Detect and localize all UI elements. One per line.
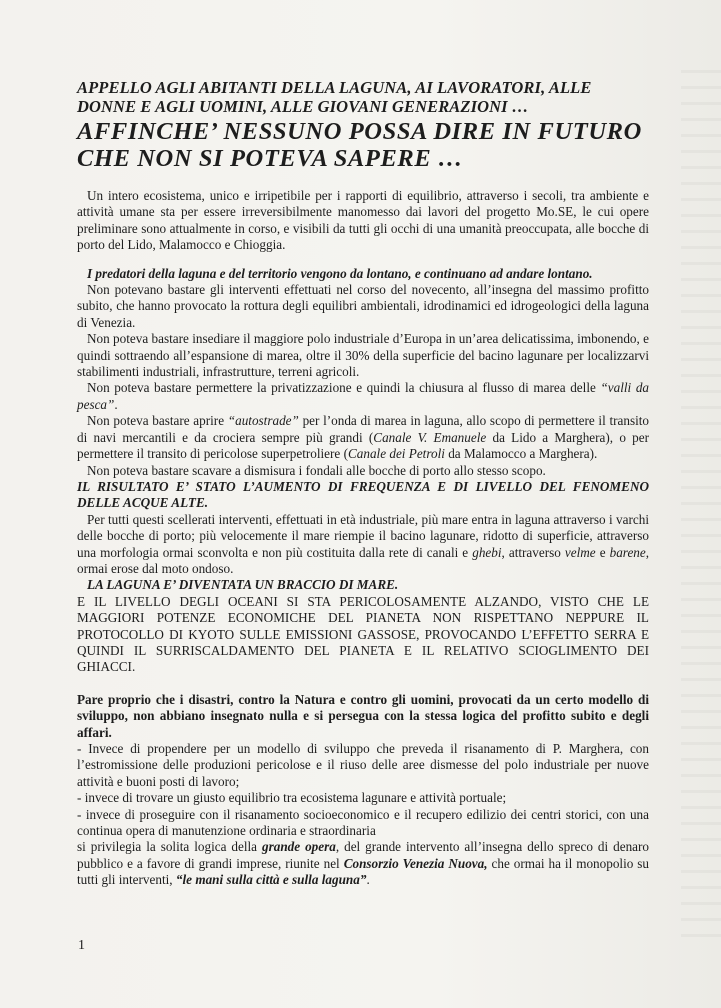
show-through-text xyxy=(681,70,721,950)
main-title-line-1: AFFINCHE’ NESSUNO POSSA DIRE IN FUTURO xyxy=(77,118,642,145)
paragraph-autostrade: Non poteva bastare aprire “autostrade” per l’onda di marea in laguna, allo scopo di permettere il transito di navi mercantili e da crociera sempre più grandi (Canale V. Emanuele da Lido a Marghera), o per permettere il transito di pericolose superpetroliere (Canale dei Petroli da Malamocco a Marghera). xyxy=(77,413,650,462)
paragraph-grande-opera: si privilegia la solita logica della grande opera, del grande intervento all’insegna dello spreco di denaro pubblico e a favore di grandi imprese, riunite nel Consorzio Venezia Nuova, che ormai ha il monopolio su tutti gli interventi, “le mani sulla città e sulla laguna”. xyxy=(77,839,650,888)
list-item: - invece di trovare un giusto equilibrio tra ecosistema lagunare e attività portuale; xyxy=(77,790,507,806)
intro-paragraph: Un intero ecosistema, unico e irripetibile per i rapporti di equilibrio, attraverso i secoli, tra ambiente e attività umane sta per essere irreversibilmente manomesso dai lavori del progetto Mo.SE, le cui opere preliminare sono attualmente in corso, e visibili da tutti gli occhi di una umanità preoccupata, alle bocche di porto del Lido, Malamocco e Chioggia. xyxy=(77,188,649,253)
paragraph-fondali: Non poteva bastare scavare a dismisura i fondali alle bocche di porto allo stesso scopo. xyxy=(87,462,546,478)
appeal-heading xyxy=(77,78,649,116)
list-item: - invece di proseguire con il risanamento socioeconomico e il recupero edilizio dei centri storici, con una continua opera di manutenzione ordinaria e straordinaria xyxy=(77,806,649,839)
appeal-heading-line-1: APPELLO AGLI ABITANTI DELLA LAGUNA, AI LAVORATORI, ALLE xyxy=(77,78,592,97)
list-item: - Invece di propendere per un modello di sviluppo che preveda il risanamento di P. Marghera, con l’estromissione delle produzioni pericolose e il riuso delle aree dismesse del polo industriale per nuove attività e buoni posti di lavoro; xyxy=(77,741,649,789)
paragraph-novecento: Non potevano bastare gli interventi effettuati nel corso del novecento, all’insegna del massimo profitto subito, che hanno provocato la rottura degli equilibri ambientali, idrodinamici ed idrogeologici della laguna di Venezia. xyxy=(77,282,649,330)
invece-list xyxy=(77,741,649,839)
braccio-di-mare-heading: LA LAGUNA E’ DIVENTATA UN BRACCIO DI MARE. xyxy=(87,577,399,593)
page-number: 1 xyxy=(78,938,85,953)
predatori-heading: I predatori della laguna e del territorio vengono da lontano, e continuano ad andare lontano. xyxy=(87,265,593,281)
appeal-heading-line-2: DONNE E AGLI UOMINI, ALLE GIOVANI GENERAZIONI … xyxy=(77,97,529,116)
paragraph-polo-industriale: Non poteva bastare insediare il maggiore polo industriale d’Europa in un’area delicatissima, imbonendo, e quindi sottraendo all’espansione di marea, oltre il 30% della superficie del bacino lagunare per localizzarvi stabilimenti industriali, infrastrutture, terreni agricoli. xyxy=(77,331,649,380)
paragraph-valli-da-pesca: Non poteva bastare permettere la privatizzazione e quindi la chiusura al flusso di marea delle “valli da pesca”. xyxy=(77,380,650,412)
paragraph-oceani: E IL LIVELLO DEGLI OCEANI SI STA PERICOLOSAMENTE ALZANDO, VISTO CHE LE MAGGIORI POTENZE ECONOMICHE DEL PIANETA NON RISPETTANO NEPPURE IL PROTOCOLLO DI KYOTO SULLE EMISSIONI GASSOSE, PROVOCANDO L’EFFETTO SERRA E QUINDI IL SURRISCALDAMENTO DEL PIANETA E IL RELATIVO SCIOGLIMENTO DEI GHIACCI. xyxy=(77,593,649,675)
risultato-heading: IL RISULTATO E’ STATO L’AUMENTO DI FREQUENZA E DI LIVELLO DEL FENOMENO DELLE ACQUE ALTE. xyxy=(77,478,649,511)
document-body xyxy=(77,78,649,889)
main-title xyxy=(77,118,649,172)
main-title-line-2: CHE NON SI POTEVA SAPERE … xyxy=(77,145,464,172)
paragraph-disastri: Pare proprio che i disastri, contro la Natura e contro gli uomini, provocati da un certo modello di sviluppo, non abbiano insegnato nulla e si persegua con la stessa logica del profitto subito e degli affari. xyxy=(77,691,649,740)
paragraph-interventi: Per tutti questi scellerati interventi, effettuati in età industriale, più mare entra in laguna attraverso i varchi delle bocche di porto; più velocemente il mare riempie il bacino lagunare, ridotto di superficie, attraverso una morfologia ormai sconvolta e non più costituita dalla rete di canali e ghebi, attraverso velme e barene, ormai erose dal moto ondoso. xyxy=(77,511,650,576)
